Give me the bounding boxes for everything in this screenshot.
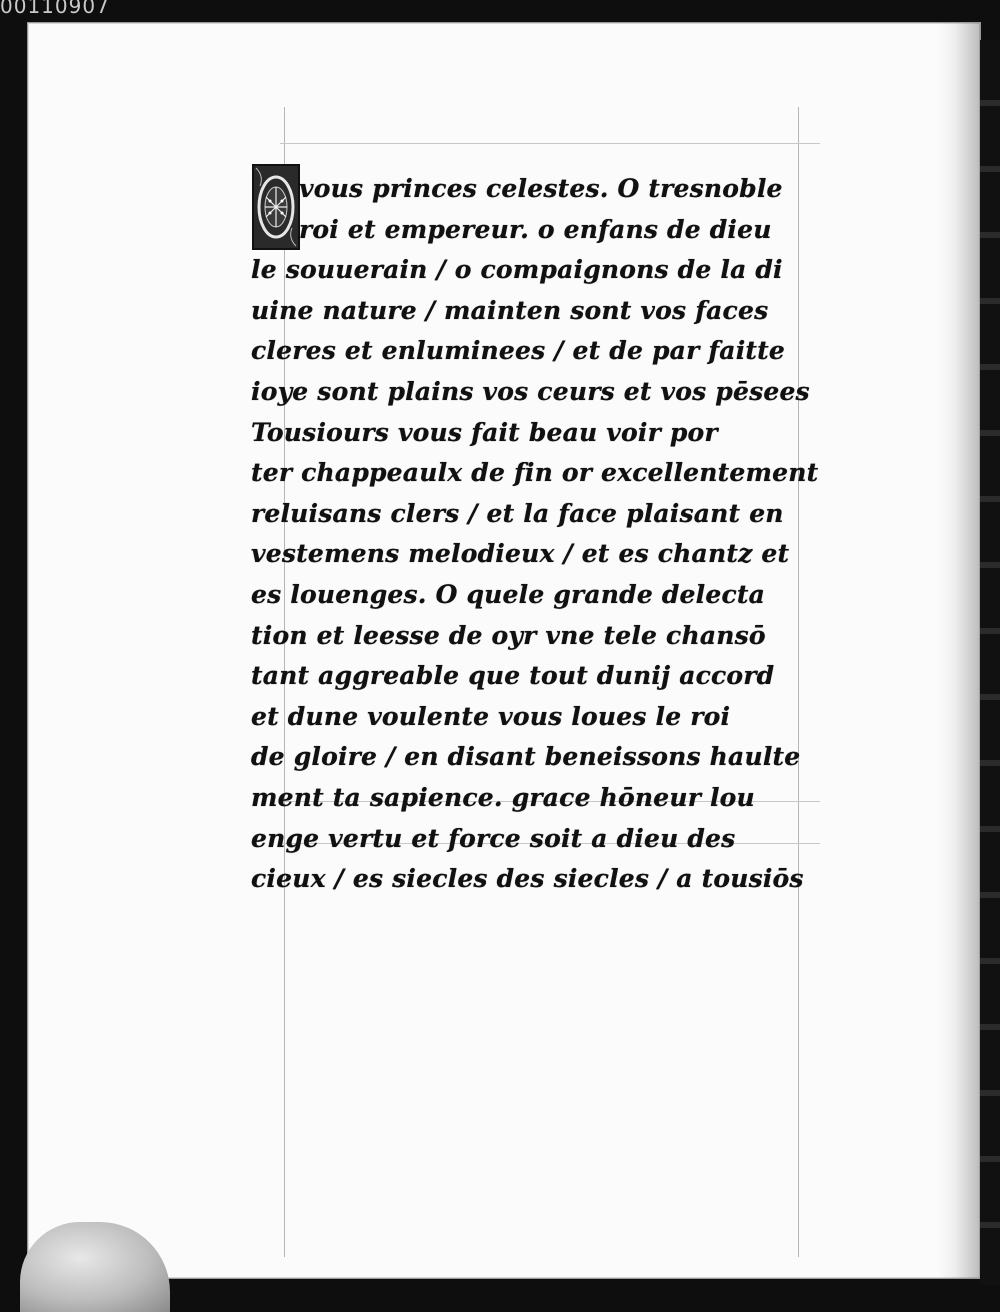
text-line: roi et empereur. o enfans de dieu: [299, 214, 772, 244]
gutter-shadow: [938, 23, 980, 1278]
text-block: [251, 169, 819, 900]
text-line: cieux / es siecles des siecles / a tousiōs: [251, 864, 804, 894]
text-line: enge vertu et force soit a dieu des: [251, 823, 736, 853]
text-line: ter chappeaulx de fin or excellentement: [251, 458, 819, 488]
text-line: uine nature / mainten sont vos faces: [251, 295, 769, 325]
text-line: vous princes celestes. O tresnoble: [299, 174, 783, 203]
text-line: et dune voulente vous loues le roi: [251, 701, 731, 731]
text-line: de gloire / en disant beneissons haulte: [251, 742, 801, 772]
text-line: es louenges. O quele grande delecta: [251, 579, 766, 609]
manuscript-page: [27, 22, 981, 1279]
text-line: reluisans clers / et la face plaisant en: [251, 498, 784, 528]
catalog-number: 00110907: [0, 0, 110, 18]
text-line: tion et leesse de oyr vne tele chansō: [251, 620, 766, 650]
text-line: ioye sont plains vos ceurs et vos pēsees: [251, 376, 810, 406]
book-binding: [980, 40, 1000, 1285]
ruling-line-top: [280, 143, 820, 144]
text-line: ment ta sapience. grace hōneur lou: [251, 782, 755, 812]
text-line: Tousiours vous fait beau voir por: [251, 417, 718, 447]
text-line: vestemens melodieux / et es chantz et: [251, 539, 790, 569]
text-line: le souuerain / o compaignons de la di: [251, 255, 783, 285]
text-line: cleres et enluminees / et de par faitte: [251, 336, 785, 366]
text-line: tant aggreable que tout dunij accord: [251, 661, 775, 691]
